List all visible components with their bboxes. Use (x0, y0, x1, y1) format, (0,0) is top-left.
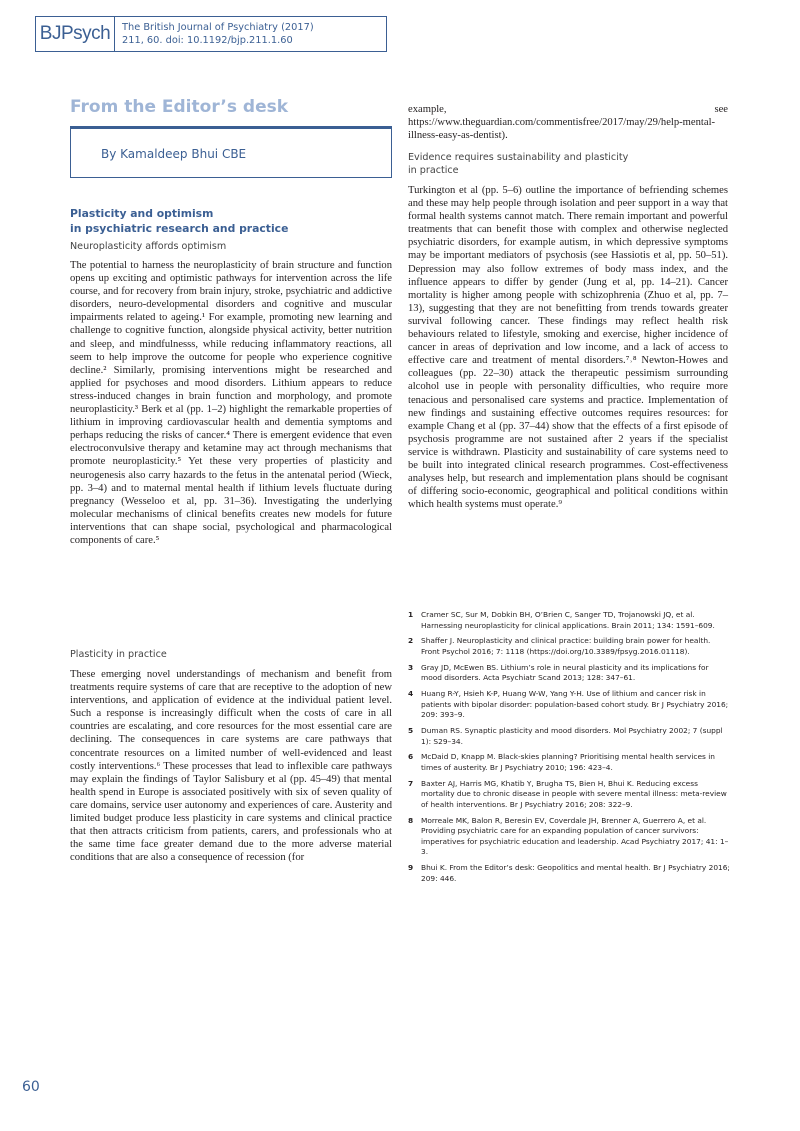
paragraph-text: Turkington et al (pp. 5–6) outline the importance of befriending schemes and these may help people through isolation and peer support in a way that formal health systems cannot match. There remain important and powerful treatments that can benefit those with complex and otherwise neglected psychiatric disorders, for example autism, in which depressive symptoms may be important mediators of psychosis (see Hassiotis et al, pp. 50–51). Depression may also follow extremes of body mass index, and the influence appears to differ by gender (Jung et al, pp. 14–21). Cancer mortality is higher among people with schizophrenia (Zhuo et al, pp. 7–13), suggesting that they are not benefitting from trends towards greater survival following cancer. These findings may reflect health risk behaviours related to lifestyle, smoking and exercise, higher incidence of cancer in areas of deprivation and low income, and a lack of access to effective care and treatment of mental disorders.⁷˒⁸ Newton-Howes and colleagues (pp. 22–30) attack the therapeutic pessimism surrounding alcohol use in people with personality difficulties, who require more tenacious and personalised care systems and practice. Implementation of new findings and sustaining effective outcomes requires resources: for example Chang et al (pp. 37–44) show that the effects of a first episode of psychosis programme are not sustained after 2 years if the specialist service is withdrawn. Plasticity and sustainability of care systems need to be built into integrated clinical research programmes. Cost-effectiveness analyses help, but research and implementation plans should be cognisant of differing socio-economic, geographical and political conditions within which health systems must operate.⁹ (408, 185, 728, 511)
reference-text: Duman RS. Synaptic plasticity and mood disorders. Mol Psychiatry 2002; 7 (suppl 1): S29–34. (421, 726, 723, 746)
byline: By Kamaldeep Bhui CBE (101, 147, 247, 161)
journal-citation (122, 21, 314, 47)
byline-box (70, 129, 392, 178)
paragraph-neuroplasticity (70, 259, 392, 547)
reference-item (408, 779, 730, 811)
reference-number: 2 (408, 636, 414, 646)
reference-item (408, 610, 730, 631)
reference-number: 9 (408, 863, 414, 873)
article-title-line2: in psychiatric research and practice (70, 222, 289, 235)
paragraph-text: These emerging novel understandings of mechanism and benefit from treatments require systems of care that are receptive to the adoption of new interventions, and application of evidence at the individual patient level. Such a response is increasingly difficult when the costs of care in all countries are escalating, and core resources for the most essential care are declining. The consequences in care systems are care pathways that concentrate resources on a limited number of well-evidenced and least costly interventions.⁶ These processes that lead to inflexible care pathways may explain the findings of Taylor Salisbury et al (pp. 45–49) that mental health spend in Europe is associated positively with six of seven quality of care domains, service user autonomy and experiences of care. Austerity and limited budget produce less plasticity in care systems and clinical practice that then attracts criticism from patients, carers, and professionals who at the same time face greater demand due to the more adverse material conditions that are also a consequence of recession (for (70, 669, 392, 864)
reference-number: 6 (408, 752, 414, 762)
reference-number: 3 (408, 662, 414, 672)
journal-doi: 211, 60. doi: 10.1192/bjp.211.1.60 (122, 35, 293, 46)
reference-text: Huang R-Y, Hsieh K-P, Huang W-W, Yang Y-H. Use of lithium and cancer risk in patients with bipolar disorder: population-based cohort study. Br J Psychiatry 2016; 209: 393–9. (421, 689, 729, 720)
journal-logo: BJPsych (39, 23, 111, 44)
reference-item (408, 689, 730, 721)
paragraph-text: The potential to harness the neuroplasticity of brain structure and function opens up exciting and optimistic pathways for intervention across the life course, and for recovery from brain injury, stroke, psychiatric and addictive disorders, neuro-developmental disorders and cognitive and muscular impairments related to ageing.¹ For example, promoting new learning and challenge to cognitive function, alongside physical activity, better nutrition and sleep, and mindfulnesss, while reducing inflammatory reactions, all seem to help improve the outcome for people who experience cognitive decline.² Similarly, promising interventions might be researched and applied for psychoses and mood disorders. Lithium appears to reduce stress-induced changes in brain function and morphology, and promote neuroplasticity.³ Berk et al (pp. 1–2) highlight the remarkable properties of lithium in improving cardiovascular health and dementia symptoms and perhaps reducing the risks of cancer.⁴ There is emergent evidence that even electroconvulsive therapy and ketamine may act through mechanisms that promote neuroplasticity.⁵ Yet these very properties of plasticity and neurogenesis also carry hazards to the fetus in the antenatal period (Wieck, pp. 3–4) and to maternal mental health if lithium levels fluctuate during pregnancy (Wesseloo et al, pp. 31–36). Investigating the underlying molecular mechanisms of clinical benefits creates new models for future interventions that can shape social, psychological and pharmacological components of care.⁵ (70, 260, 392, 546)
paragraph-continuation (408, 103, 728, 142)
section-title: From the Editor’s desk (70, 97, 289, 117)
reference-text: Bhui K. From the Editor’s desk: Geopolitics and mental health. Br J Psychiatry 2016; 209: 446. (421, 863, 730, 883)
reference-text: Shaffer J. Neuroplasticity and clinical practice: building brain power for health. Front Psychol 2016; 7: 1118 (https://doi.org/10.3389/fpsyg.2016.01118). (421, 636, 711, 656)
subhead-evidence-line1: Evidence requires sustainability and plasticity (408, 152, 629, 163)
paragraph-evidence (408, 184, 728, 511)
reference-text: Baxter AJ, Harris MG, Khatib Y, Brugha TS, Bien H, Bhui K. Reducing excess mortality due to chronic disease in people with severe mental illness: meta-review of health interventions. Br J Psychiatry 2016; 208: 322–9. (421, 778, 727, 809)
reference-item (408, 663, 730, 684)
journal-header (35, 16, 387, 52)
reference-item (408, 816, 730, 858)
subhead-evidence-line2: in practice (408, 165, 459, 176)
reference-number: 5 (408, 726, 414, 736)
subhead-neuroplasticity: Neuroplasticity affords optimism (70, 241, 227, 252)
paragraph-plasticity-practice (70, 668, 392, 864)
subhead-plasticity-practice: Plasticity in practice (70, 649, 167, 660)
header-divider (114, 17, 115, 51)
article-title-line1: Plasticity and optimism (70, 207, 214, 220)
reference-item (408, 863, 730, 884)
reference-number: 8 (408, 815, 414, 825)
reference-list (408, 610, 730, 890)
reference-number: 1 (408, 610, 414, 619)
reference-text: Cramer SC, Sur M, Dobkin BH, O’Brien C, Sanger TD, Trojanowski JQ, et al. Harnessing neuroplasticity for clinical applications. Brain 2011; 134: 1591–609. (421, 610, 715, 630)
reference-number: 4 (408, 689, 414, 699)
reference-item (408, 752, 730, 773)
journal-name: The British Journal of Psychiatry (2017) (122, 22, 314, 33)
reference-text: Morreale MK, Balon R, Beresin EV, Coverdale JH, Brenner A, Guerrero A, et al. Providing psychiatric care for an expanding population of cancer survivors: imperatives for psychiatric education and leadership. Acad Psychiatry 2017; 41: 1–3. (421, 815, 729, 857)
reference-text: McDaid D, Knapp M. Black-skies planning? Prioritising mental health services in times of austerity. Br J Psychiatry 2010; 196: 423–4. (421, 752, 715, 772)
reference-text: Gray JD, McEwen BS. Lithium’s role in neural plasticity and its implications for mood disorders. Acta Psychiatr Scand 2013; 128: 347–61. (421, 662, 709, 683)
page-number: 60 (22, 1079, 40, 1095)
paragraph-text: example, see https://www.theguardian.com/commentisfree/2017/may/29/help-mental-illness-easy-as-dentist). (408, 104, 728, 142)
article-title (70, 206, 288, 236)
reference-item (408, 726, 730, 747)
reference-item (408, 636, 730, 657)
subhead-evidence (408, 151, 628, 177)
reference-number: 7 (408, 778, 414, 788)
